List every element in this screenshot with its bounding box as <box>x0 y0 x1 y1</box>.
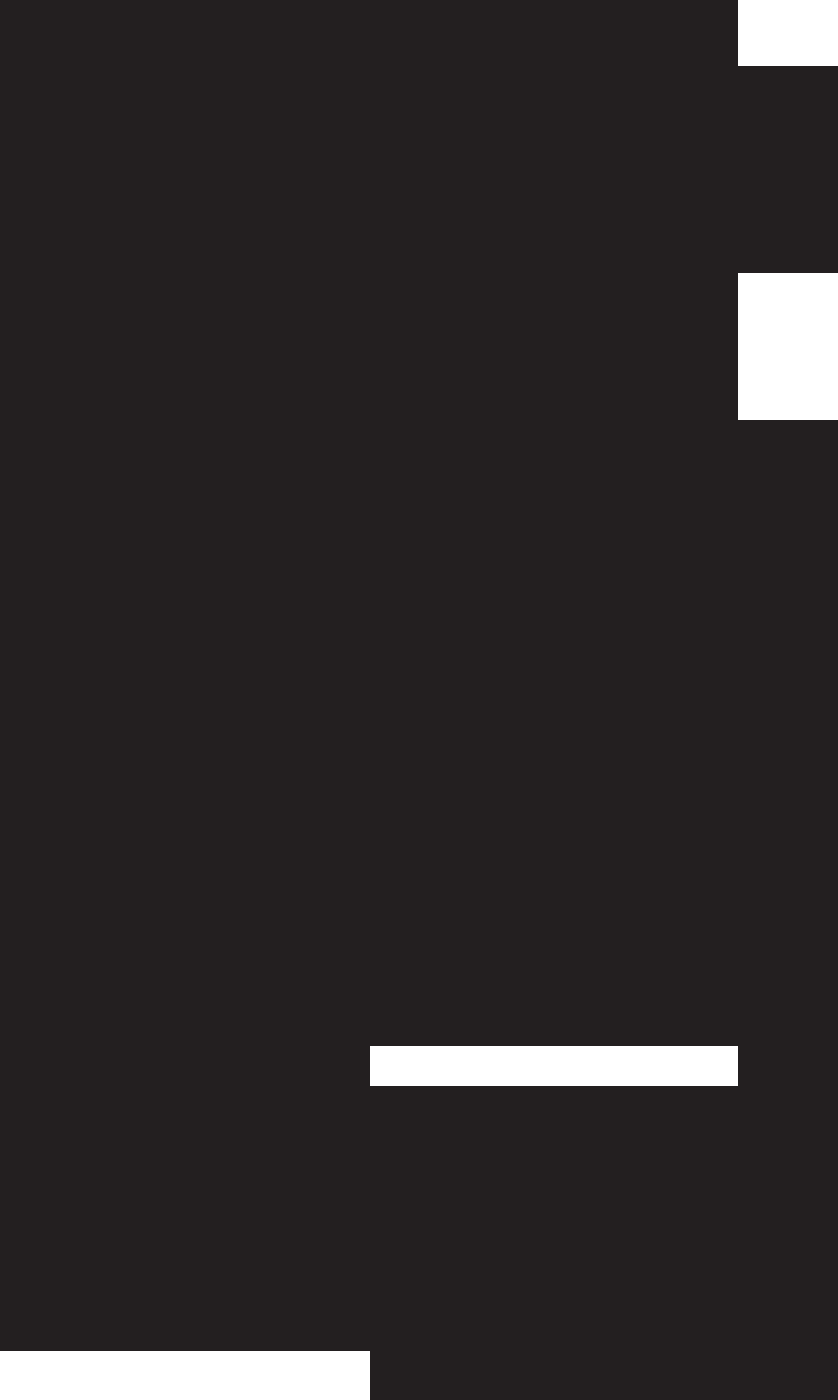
right-dark-column <box>738 420 838 1046</box>
left-dark-column <box>0 0 370 1351</box>
lower-right-dark-tab <box>738 1046 838 1086</box>
upper-right-dark-notch <box>738 66 838 273</box>
lower-center-dark-band <box>370 1086 838 1400</box>
